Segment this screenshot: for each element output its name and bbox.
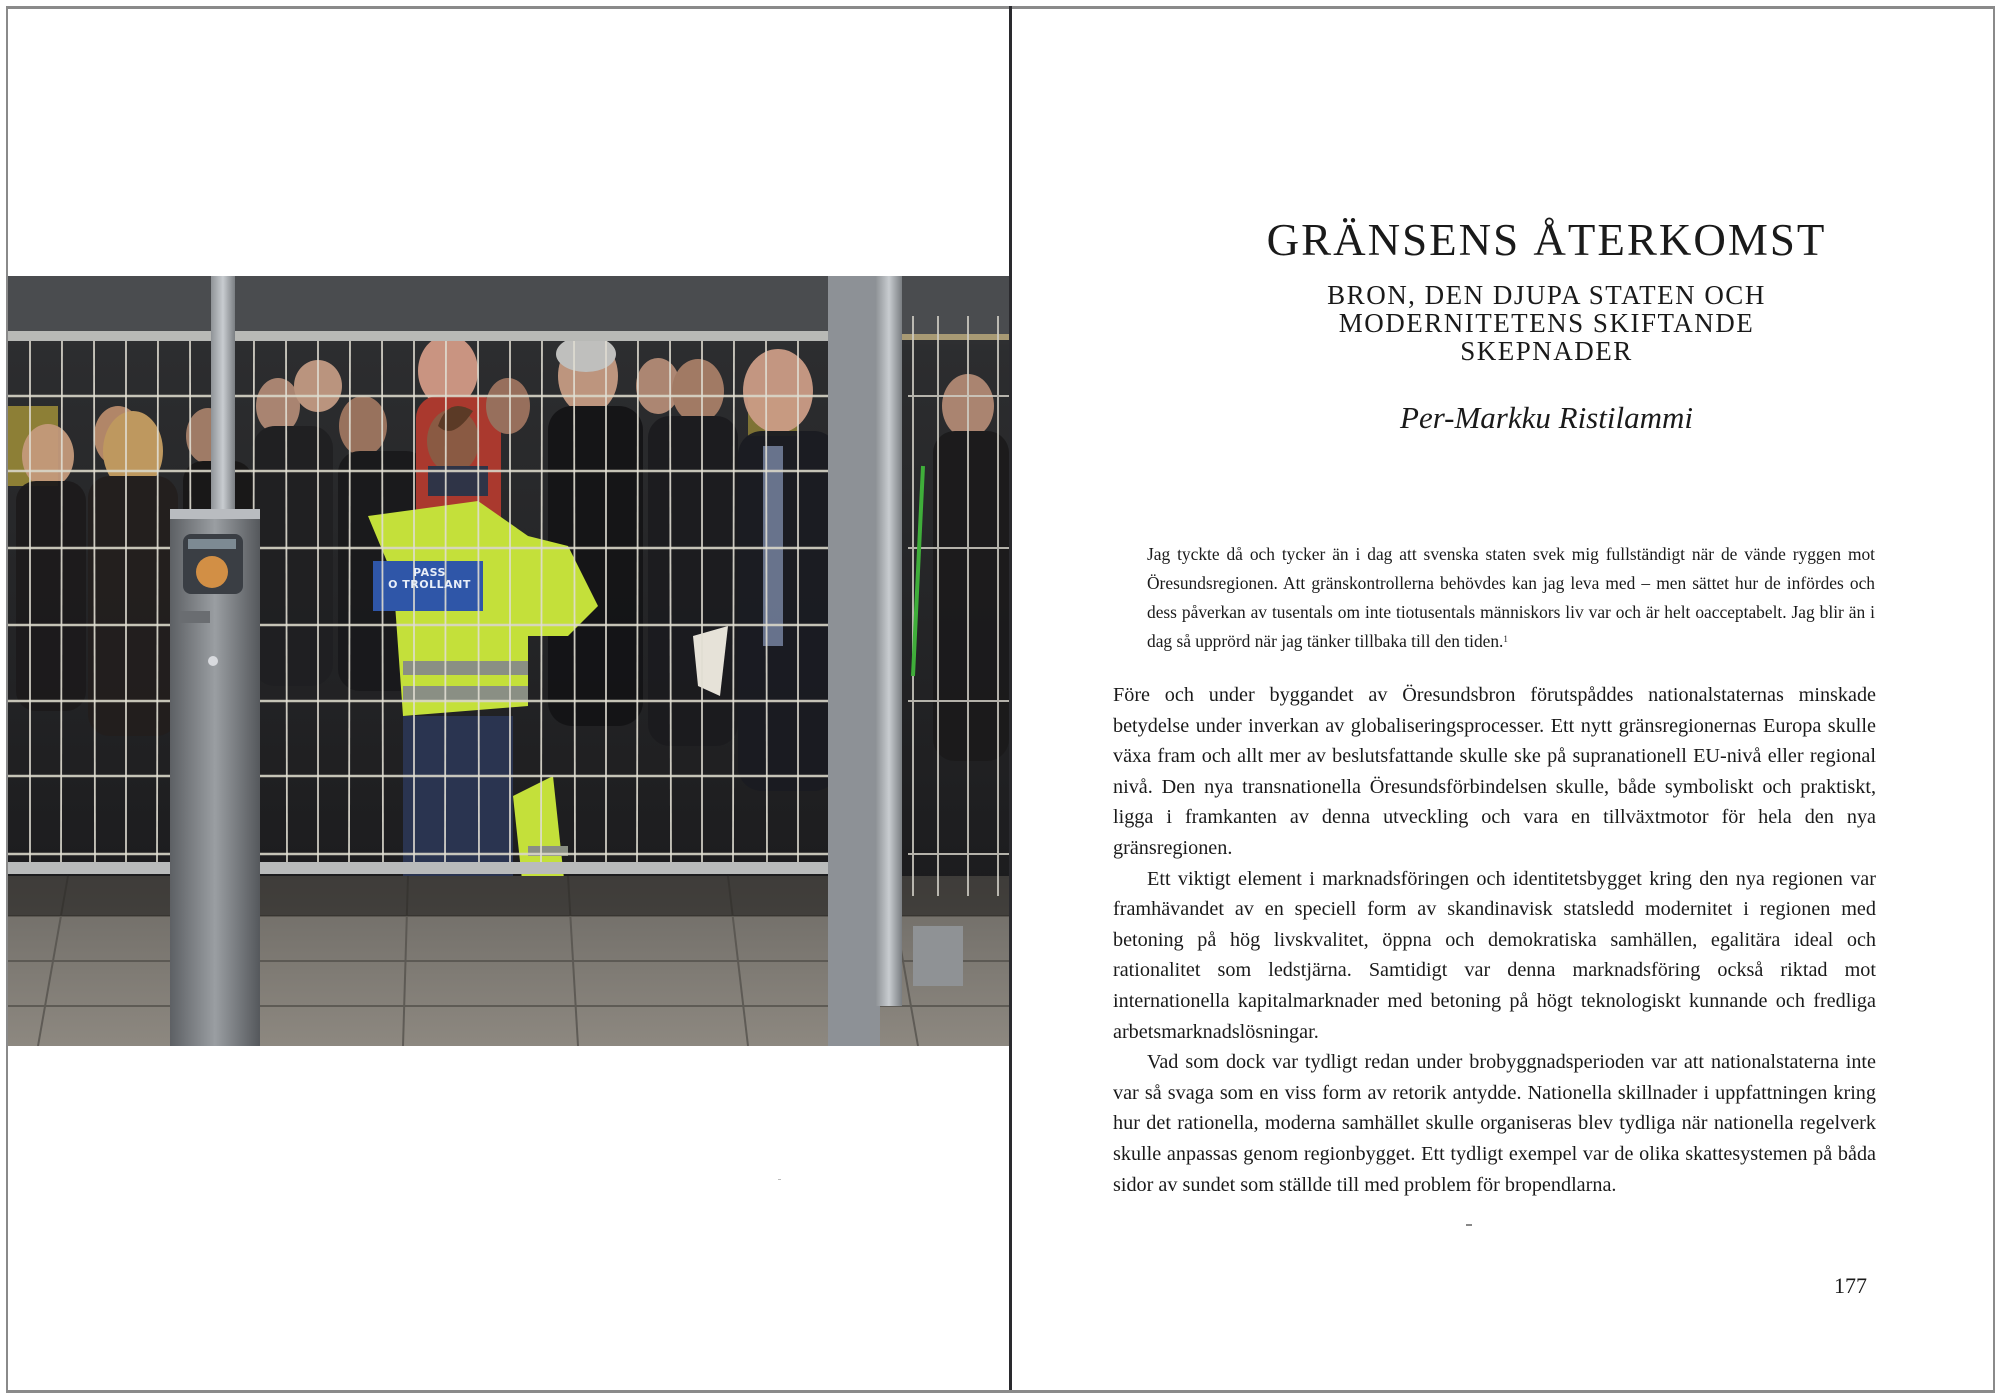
chapter-subtitle <box>1012 281 1991 365</box>
left-page <box>8 9 1009 1387</box>
fence-wire <box>637 336 638 866</box>
body-text <box>1113 680 1876 1200</box>
fence-wire <box>733 336 734 866</box>
epigraph-text: Jag tyckte då och tycker än i dag att svenska staten svek mig fullständigt när de vände ryggen mot Öresundsregionen. Att gränskontrollerna behövdes kan jag leva med – men sättet hur de infördes och dess påverkan av tusentals om inte tiotusentals människors liv var och är helt oacceptabelt. Jag blir än i dag så upprörd när jag tänker tillbaka till den tiden. <box>1147 544 1875 651</box>
right-page <box>1012 9 1991 1387</box>
fence-wire <box>94 336 95 866</box>
fence-wire <box>349 336 350 866</box>
vest-label <box>377 567 482 591</box>
paragraph: Ett viktigt element i marknadsföringen och identitetsbygget kring den nya regionen var framhävandet av en speciell form av skandinavisk statsledd modernitet i regionen med betoning på hög livskvalitet, öppna och demokratiska samhällen, egalitära ideal och rationalitet som ledstjärna. Samtidigt var denna marknadsföring också riktad mot internationella kapitalmarknader med betoning på högt teknologiskt kunnande och fredliga arbetsmarknadslösningar. <box>1113 867 1876 1043</box>
photo-illustration <box>8 276 1009 1046</box>
fence-wire <box>157 336 158 866</box>
subtitle-line: MODERNITETENS SKIFTANDE <box>1338 308 1755 338</box>
paragraph: Före och under byggandet av Öresundsbron förutspåddes nationalstaternas minskade betydelse under inverkan av globaliseringsprocesser. Ett nytt gränsregionernas Europa skulle växa fram och allt mer av beslutsfattande skulle ske på supranationell EU-nivå eller regional nivå. Den nya transnationella Öresundsförbindelsen skulle, både symboliskt och praktiskt, ligga i framkanten av denna utveckling och vara en tillväxtmotor för hela den nya gränsregionen. <box>1113 684 1876 859</box>
fence-wire <box>382 336 383 866</box>
vest-label-line2: O TROLLANT <box>388 578 471 591</box>
chapter-title: GRÄNSENS ÅTERKOMST <box>1266 215 1827 265</box>
chapter-author: Per-Markku Ristilammi <box>1400 400 1693 435</box>
scan-speck <box>778 1179 781 1180</box>
epigraph <box>1147 540 1875 656</box>
subtitle-line: SKEPNADER <box>1460 336 1633 366</box>
page-number: 177 <box>1834 1273 1867 1298</box>
paragraph: Vad som dock var tydligt redan under brobyggnadsperioden var att nationalstaterna inte var så svaga som en viss form av retorik antydde. Nationella skillnader i uppfattningen kring hur det rationella, moderna samhället skulle organiseras blev tydliga när nationella regelverk skulle anpassas genom regionbygget. Ett tydligt exempel var de olika skattesystemen på båda sidor av sundet som ställde till med problem för bropendlarna. <box>1113 1051 1876 1196</box>
border-control-photo <box>8 276 1009 1046</box>
vest-label-line1: PASS <box>413 566 446 579</box>
fence-wire <box>61 336 62 866</box>
fence-wire <box>670 336 671 866</box>
subtitle-line: BRON, DEN DJUPA STATEN OCH <box>1327 280 1766 310</box>
ticket-validator <box>170 509 260 1046</box>
fence-wire <box>478 336 479 866</box>
scan-speck <box>1466 1224 1472 1226</box>
fence-wire <box>574 336 575 866</box>
fence-wire <box>286 336 287 866</box>
fence-wire <box>541 336 542 866</box>
fence-wire <box>445 336 446 866</box>
fence-wire <box>766 336 767 866</box>
footnote-marker[interactable]: 1 <box>1503 634 1508 644</box>
